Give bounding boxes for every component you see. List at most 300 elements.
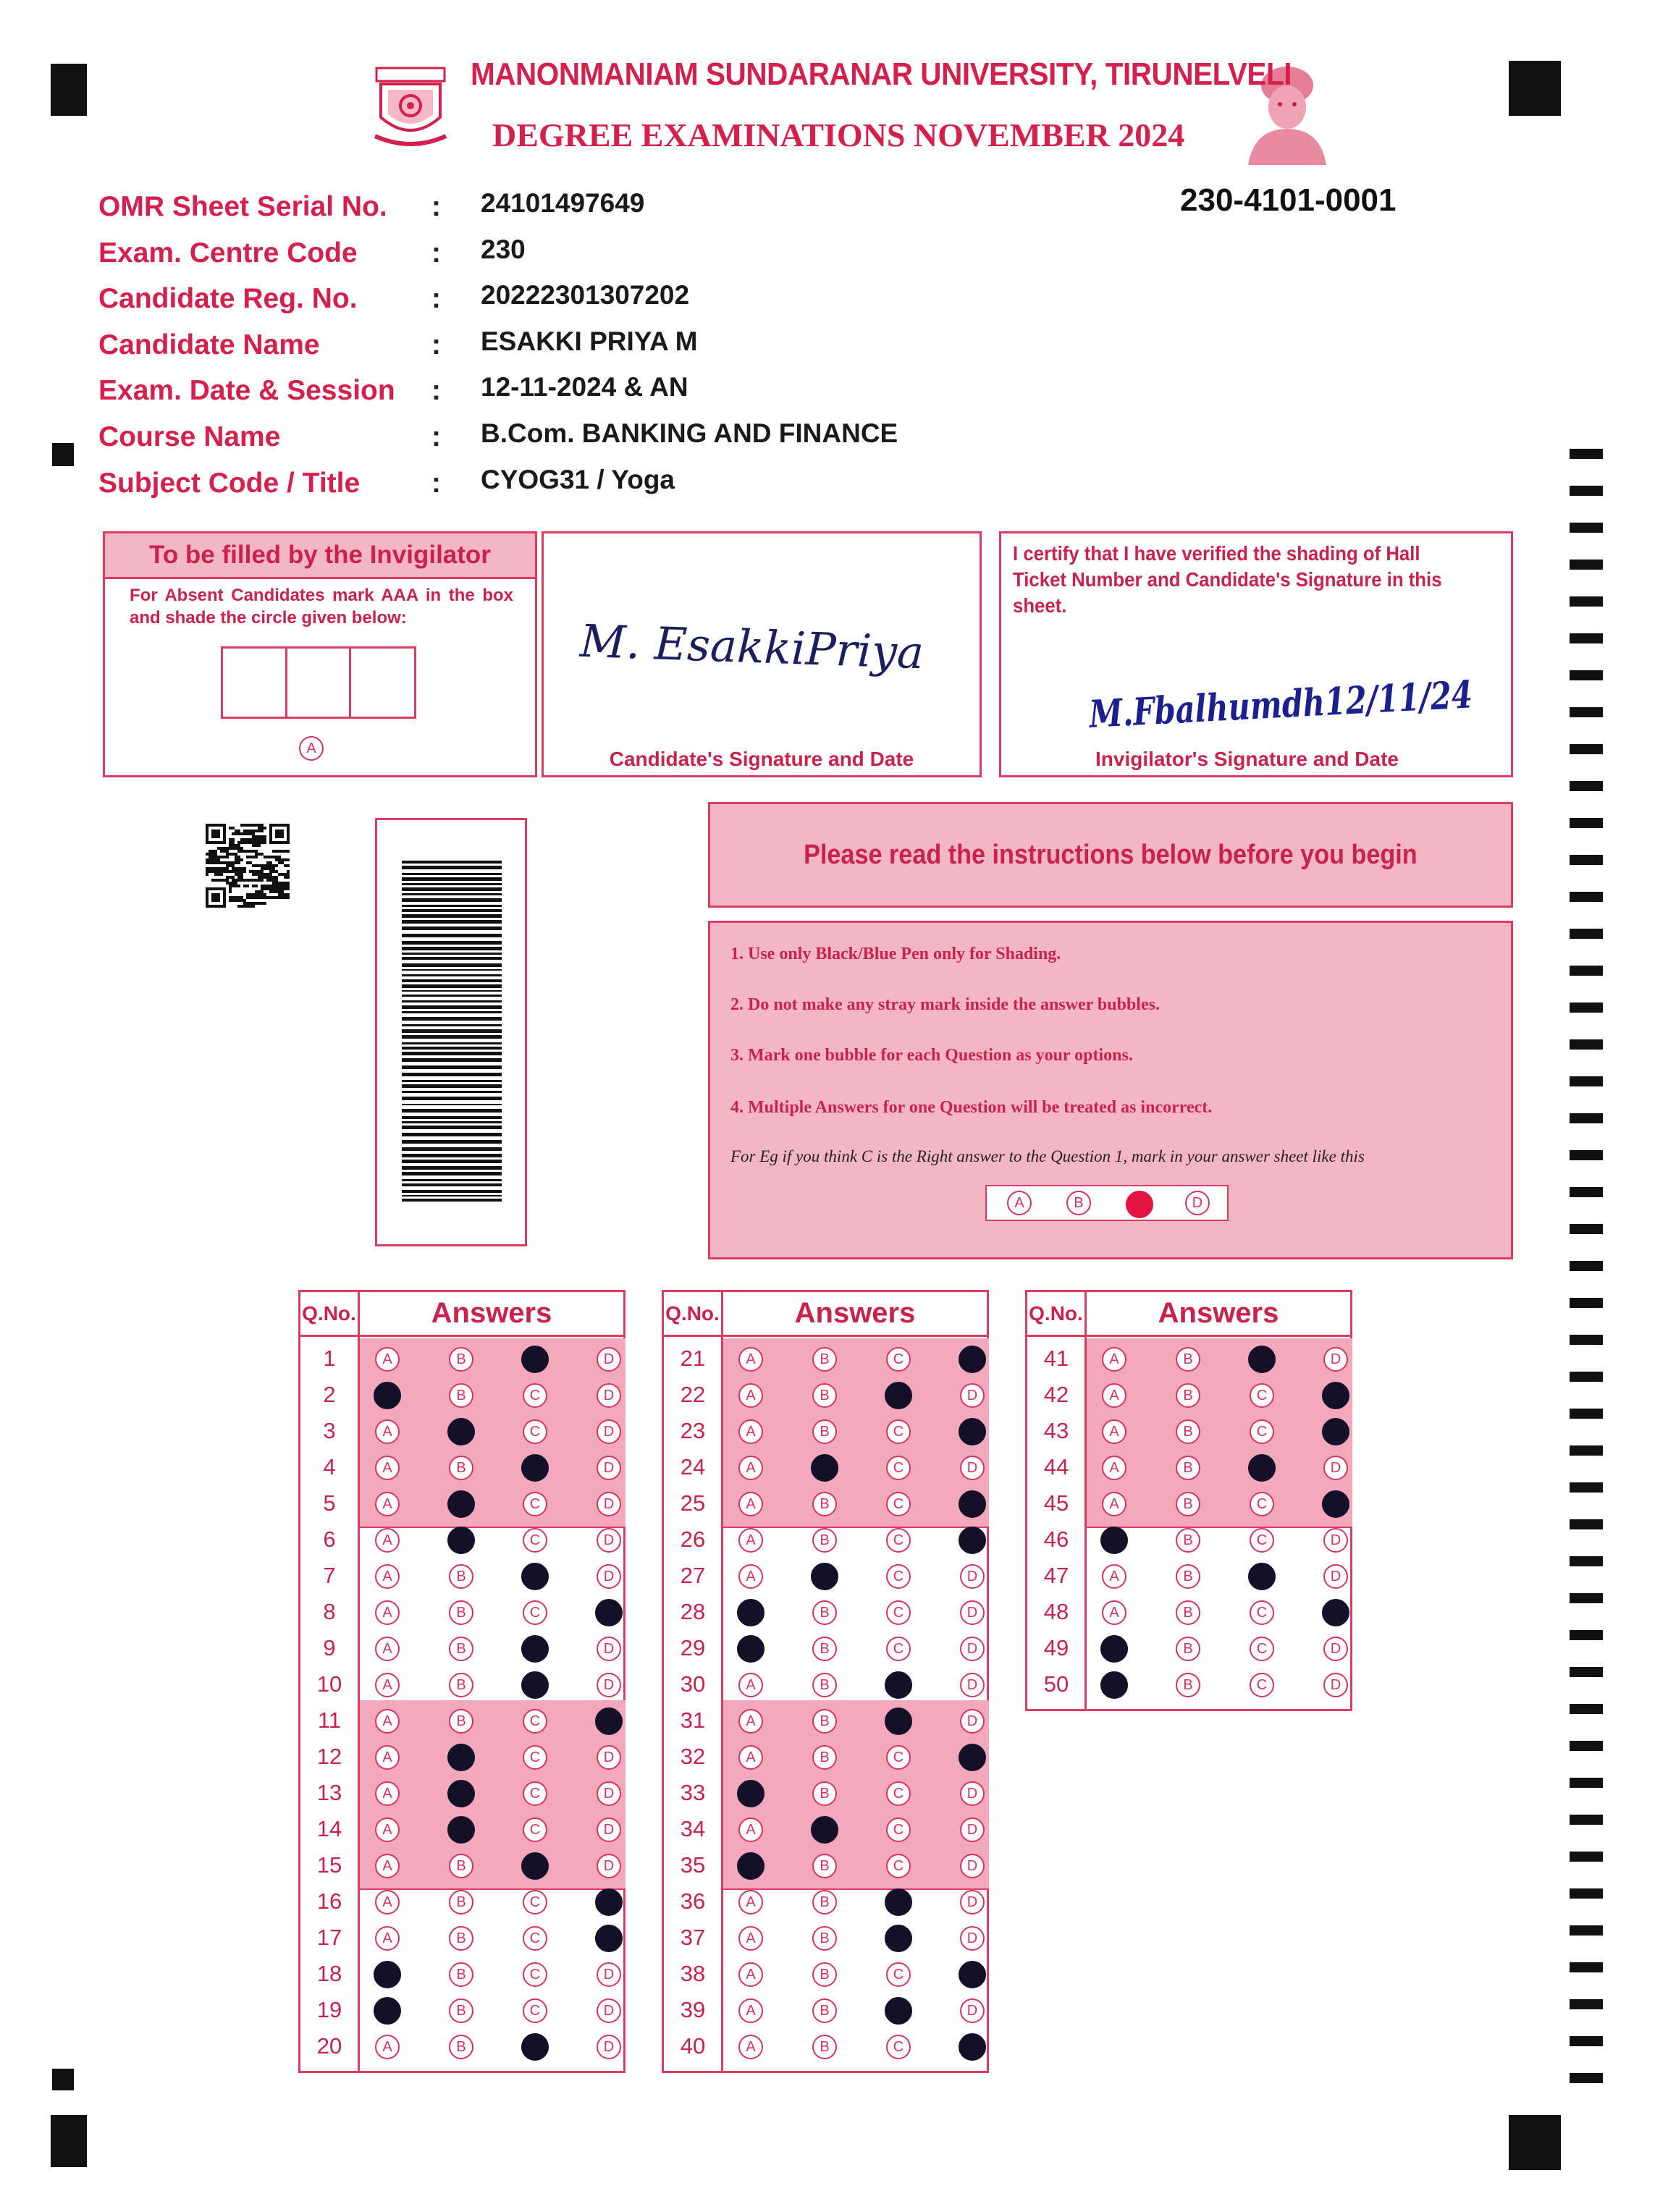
bubble-q15-a[interactable]: A (375, 1854, 400, 1878)
bubble-q41-d[interactable]: D (1323, 1347, 1348, 1372)
bubble-q37-a[interactable]: A (738, 1926, 763, 1951)
bubble-q9-d[interactable]: D (597, 1637, 621, 1661)
bubble-q21-d[interactable] (959, 1346, 986, 1373)
barcode-bar (402, 883, 502, 885)
bubble-q38-d[interactable] (959, 1961, 986, 1988)
question-number: 1 (323, 1346, 336, 1371)
bubble-q3-c[interactable]: C (523, 1419, 547, 1444)
bubble-q19-c[interactable]: C (523, 1998, 547, 2023)
bubble-q40-c[interactable]: C (886, 2035, 911, 2059)
bubble-q7-c[interactable] (521, 1563, 549, 1590)
question-number: 18 (316, 1961, 342, 1986)
bubble-q36-d[interactable]: D (960, 1890, 985, 1915)
bubble-q38-b[interactable]: B (812, 1962, 837, 1987)
bubble-q5-b[interactable] (447, 1490, 475, 1518)
bubble-q12-a[interactable]: A (375, 1745, 400, 1770)
bubble-q15-d[interactable]: D (597, 1854, 621, 1878)
bubble-q24-c[interactable]: C (886, 1456, 911, 1480)
bubble-q33-d[interactable]: D (960, 1781, 985, 1806)
bubble-q28-c[interactable]: C (886, 1600, 911, 1625)
certify-box (999, 531, 1513, 777)
question-number: 4 (323, 1454, 336, 1479)
detail-label: Exam. Centre Code (98, 237, 358, 269)
bubble-q4-b[interactable]: B (449, 1456, 473, 1480)
bubble-q29-a[interactable] (737, 1635, 764, 1663)
bubble-q3-d[interactable]: D (597, 1419, 621, 1444)
bubble-q42-c[interactable]: C (1250, 1383, 1274, 1408)
bubble-q5-c[interactable]: C (523, 1492, 547, 1516)
bubble-q45-b[interactable]: B (1176, 1492, 1200, 1516)
bubble-q34-c[interactable]: C (886, 1818, 911, 1842)
bubble-q22-d[interactable]: D (960, 1383, 985, 1408)
timing-mark (1570, 892, 1603, 902)
bubble-q3-a[interactable]: A (375, 1419, 400, 1444)
bubble-q5-a[interactable]: A (375, 1492, 400, 1516)
bubble-q17-b[interactable]: B (449, 1926, 473, 1951)
bubble-q39-c[interactable] (885, 1997, 912, 2025)
bubble-q27-c[interactable]: C (886, 1564, 911, 1589)
bubble-q19-d[interactable]: D (597, 1998, 621, 2023)
bubble-q30-b[interactable]: B (812, 1673, 837, 1697)
bubble-q37-d[interactable]: D (960, 1926, 985, 1951)
bubble-q18-a[interactable] (374, 1961, 401, 1988)
bubble-q22-a[interactable]: A (738, 1383, 763, 1408)
bubble-q49-d[interactable]: D (1323, 1637, 1348, 1661)
question-number: 25 (680, 1490, 706, 1516)
bubble-q5-d[interactable]: D (597, 1492, 621, 1516)
bubble-q26-c[interactable]: C (886, 1528, 911, 1553)
barcode-bar (402, 887, 502, 891)
question-number: 30 (680, 1671, 706, 1697)
bubble-q46-a[interactable] (1100, 1527, 1128, 1554)
example-bubble-d: D (1185, 1191, 1210, 1215)
bubble-q43-a[interactable]: A (1102, 1419, 1126, 1444)
question-number: 27 (680, 1563, 706, 1588)
bubble-q48-d[interactable] (1322, 1599, 1349, 1626)
bubble-q31-a[interactable]: A (738, 1709, 763, 1734)
barcode-bar (402, 957, 502, 960)
answer-table-3 (1025, 1290, 1352, 1711)
bubble-q50-a[interactable] (1100, 1671, 1128, 1699)
bubble-q20-b[interactable]: B (449, 2035, 473, 2059)
university-logo-icon (371, 64, 450, 153)
barcode-bar (402, 1000, 502, 1002)
bubble-q3-b[interactable] (447, 1418, 475, 1445)
barcode-bar (402, 1109, 502, 1113)
bubble-q20-c[interactable] (521, 2033, 549, 2061)
bubble-q40-a[interactable]: A (738, 2035, 763, 2059)
bubble-q26-b[interactable]: B (812, 1528, 837, 1553)
bubble-q29-d[interactable]: D (960, 1637, 985, 1661)
bubble-q24-b[interactable] (811, 1454, 838, 1482)
detail-label: OMR Sheet Serial No. (98, 191, 387, 222)
bubble-q11-b[interactable]: B (449, 1709, 473, 1734)
bubble-q18-c[interactable]: C (523, 1962, 547, 1987)
bubble-q39-b[interactable]: B (812, 1998, 837, 2023)
bubble-q15-c[interactable] (521, 1852, 549, 1880)
example-bubble-b: B (1066, 1191, 1091, 1215)
bubble-q9-c[interactable] (521, 1635, 549, 1663)
bubble-q22-b[interactable]: B (812, 1383, 837, 1408)
answer-table-2 (662, 1290, 989, 2073)
barcode-bar (402, 1052, 502, 1055)
bubble-q50-c[interactable]: C (1250, 1673, 1274, 1697)
bubble-q45-a[interactable]: A (1102, 1492, 1126, 1516)
bubble-q28-b[interactable]: B (812, 1600, 837, 1625)
exam-title: DEGREE EXAMINATIONS NOVEMBER 2024 (492, 117, 1185, 153)
bubble-q13-b[interactable] (447, 1780, 475, 1807)
bubble-q8-a[interactable]: A (375, 1600, 400, 1625)
bubble-q1-a[interactable]: A (375, 1347, 400, 1372)
bubble-q17-a[interactable]: A (375, 1926, 400, 1951)
registration-mark (52, 2069, 74, 2090)
bubble-q1-c[interactable] (521, 1346, 549, 1373)
detail-value: B.Com. BANKING AND FINANCE (481, 418, 898, 448)
barcode-bar (402, 914, 502, 918)
bubble-q43-c[interactable]: C (1250, 1419, 1274, 1444)
barcode-bar (402, 909, 502, 912)
bubble-q16-d[interactable] (595, 1888, 623, 1916)
barcode-bar (402, 974, 502, 976)
barcode-bar (402, 1058, 502, 1062)
bubble-q23-b[interactable]: B (812, 1419, 837, 1444)
question-number: 38 (680, 1961, 706, 1986)
absent-boxes (221, 646, 416, 719)
question-number: 35 (680, 1852, 706, 1878)
bubble-q25-c[interactable]: C (886, 1492, 911, 1516)
bubble-q12-d[interactable]: D (597, 1745, 621, 1770)
bubble-q13-a[interactable]: A (375, 1781, 400, 1806)
certify-text: I certify that I have verified the shading of Hall Ticket Number and Candidate's Signature in this sheet. (1013, 542, 1442, 617)
bubble-q11-a[interactable]: A (375, 1709, 400, 1734)
question-number: 50 (1043, 1671, 1069, 1697)
bubble-q9-a[interactable]: A (375, 1637, 400, 1661)
detail-colon: : (431, 237, 441, 269)
question-number: 16 (316, 1888, 342, 1914)
barcode-bar (402, 969, 502, 971)
bubble-q4-a[interactable]: A (375, 1456, 400, 1480)
bubble-q48-b[interactable]: B (1176, 1600, 1200, 1625)
barcode-bar (402, 1195, 502, 1196)
bubble-q37-c[interactable] (885, 1925, 912, 1952)
barcode-bar (402, 920, 502, 924)
bubble-q25-d[interactable] (959, 1490, 986, 1518)
barcode-bar (402, 877, 502, 881)
bubble-q6-b[interactable] (447, 1527, 475, 1554)
bubble-q27-a[interactable]: A (738, 1564, 763, 1589)
barcode-bar (402, 1024, 502, 1026)
bubble-q45-d[interactable] (1322, 1490, 1349, 1518)
barcode-bar (402, 1140, 502, 1144)
bubble-q23-a[interactable]: A (738, 1419, 763, 1444)
timing-mark (1570, 1704, 1603, 1714)
bubble-q44-b[interactable]: B (1176, 1456, 1200, 1480)
bubble-q32-c[interactable]: C (886, 1745, 911, 1770)
question-number: 2 (323, 1382, 336, 1407)
bubble-q2-b[interactable]: B (449, 1383, 473, 1408)
bubble-q44-c[interactable] (1248, 1454, 1276, 1482)
bubble-q21-c[interactable]: C (886, 1347, 911, 1372)
bubble-q2-c[interactable]: C (523, 1383, 547, 1408)
bubble-q27-b[interactable] (811, 1563, 838, 1590)
bubble-q24-d[interactable]: D (960, 1456, 985, 1480)
bubble-q42-a[interactable]: A (1102, 1383, 1126, 1408)
bubble-q19-b[interactable]: B (449, 1998, 473, 2023)
instruction-4: 4. Multiple Answers for one Question will be treated as incorrect. (730, 1098, 1213, 1117)
barcode-bar (402, 1126, 502, 1129)
bubble-q42-b[interactable]: B (1176, 1383, 1200, 1408)
bubble-q15-b[interactable]: B (449, 1854, 473, 1878)
bubble-q16-c[interactable]: C (523, 1890, 547, 1915)
bubble-q6-c[interactable]: C (523, 1528, 547, 1553)
bubble-q25-a[interactable]: A (738, 1492, 763, 1516)
timing-mark (1570, 1298, 1603, 1308)
question-number: 6 (323, 1527, 336, 1552)
barcode-bar (402, 1133, 502, 1136)
detail-value: ESAKKI PRIYA M (481, 326, 698, 356)
bubble-q32-b[interactable]: B (812, 1745, 837, 1770)
question-number: 34 (680, 1816, 706, 1841)
bubble-q36-a[interactable]: A (738, 1890, 763, 1915)
question-number: 10 (316, 1671, 342, 1697)
bubble-q4-d[interactable]: D (597, 1456, 621, 1480)
bubble-q35-a[interactable] (737, 1852, 764, 1880)
absent-circle[interactable]: A (299, 736, 324, 761)
bubble-q6-d[interactable]: D (597, 1528, 621, 1553)
bubble-q46-b[interactable]: B (1176, 1528, 1200, 1553)
question-number: 17 (316, 1925, 342, 1950)
bubble-q47-a[interactable]: A (1102, 1564, 1126, 1589)
example-bubble-c (1126, 1191, 1153, 1218)
answers-header: Answers (358, 1292, 626, 1337)
bubble-q29-c[interactable]: C (886, 1637, 911, 1661)
bubble-q18-b[interactable]: B (449, 1962, 473, 1987)
instructions-banner (708, 802, 1513, 908)
bubble-q47-d[interactable]: D (1323, 1564, 1348, 1589)
timing-mark (1570, 1852, 1603, 1862)
bubble-q18-d[interactable]: D (597, 1962, 621, 1987)
timing-mark (1570, 2036, 1603, 2046)
bubble-q32-d[interactable] (959, 1744, 986, 1771)
bubble-q49-c[interactable]: C (1250, 1637, 1274, 1661)
barcode-bar (402, 1147, 502, 1151)
bubble-q41-a[interactable]: A (1102, 1347, 1126, 1372)
bubble-q14-b[interactable] (447, 1816, 475, 1844)
bubble-q1-b[interactable]: B (449, 1347, 473, 1372)
bubble-q47-b[interactable]: B (1176, 1564, 1200, 1589)
bubble-q49-b[interactable]: B (1176, 1637, 1200, 1661)
bubble-q38-c[interactable]: C (886, 1962, 911, 1987)
barcode-bar (402, 1183, 502, 1186)
bubble-q10-d[interactable]: D (597, 1673, 621, 1697)
bubble-q49-a[interactable] (1100, 1635, 1128, 1663)
bubble-q30-a[interactable]: A (738, 1673, 763, 1697)
bubble-q30-c[interactable] (885, 1671, 912, 1699)
bubble-q14-c[interactable]: C (523, 1818, 547, 1842)
bubble-q31-b[interactable]: B (812, 1709, 837, 1734)
bubble-q33-a[interactable] (737, 1780, 764, 1807)
bubble-q50-d[interactable]: D (1323, 1673, 1348, 1697)
bubble-q35-b[interactable]: B (812, 1854, 837, 1878)
timing-mark (1570, 1999, 1603, 2009)
bubble-q11-d[interactable] (595, 1707, 623, 1735)
bubble-q17-c[interactable]: C (523, 1926, 547, 1951)
bubble-q20-d[interactable]: D (597, 2035, 621, 2059)
bubble-q14-d[interactable]: D (597, 1818, 621, 1842)
bubble-q2-d[interactable]: D (597, 1383, 621, 1408)
timing-mark (1570, 1778, 1603, 1788)
barcode-bar (402, 1154, 502, 1157)
bubble-q40-b[interactable]: B (812, 2035, 837, 2059)
barcode-bar (402, 934, 502, 937)
bubble-q10-a[interactable]: A (375, 1673, 400, 1697)
bubble-q35-c[interactable]: C (886, 1854, 911, 1878)
bubble-q44-a[interactable]: A (1102, 1456, 1126, 1480)
bubble-q13-c[interactable]: C (523, 1781, 547, 1806)
barcode-bar (402, 1116, 502, 1119)
timing-mark (1570, 1150, 1603, 1160)
bubble-q48-c[interactable]: C (1250, 1600, 1274, 1625)
bubble-q48-a[interactable]: A (1102, 1600, 1126, 1625)
question-number: 41 (1043, 1346, 1069, 1371)
barcode-bar (402, 866, 502, 869)
bubble-q37-b[interactable]: B (812, 1926, 837, 1951)
barcode-bar (402, 926, 502, 930)
bubble-q23-d[interactable] (959, 1418, 986, 1445)
bubble-q38-a[interactable]: A (738, 1962, 763, 1987)
bubble-q34-d[interactable]: D (960, 1818, 985, 1842)
bubble-q21-a[interactable]: A (738, 1347, 763, 1372)
university-name: MANONMANIAM SUNDARANAR UNIVERSITY, TIRUNELVELI (471, 56, 1292, 92)
bubble-q46-d[interactable]: D (1323, 1528, 1348, 1553)
timing-mark (1570, 781, 1603, 791)
bubble-q40-d[interactable] (959, 2033, 986, 2061)
bubble-q31-c[interactable] (885, 1707, 912, 1735)
bubble-q39-d[interactable]: D (960, 1998, 985, 2023)
bubble-q19-a[interactable] (374, 1997, 401, 2025)
bubble-q6-a[interactable]: A (375, 1528, 400, 1553)
bubble-q29-b[interactable]: B (812, 1637, 837, 1661)
question-number: 28 (680, 1599, 706, 1624)
example-bubble-a: A (1007, 1191, 1032, 1215)
barcode-bar (402, 1190, 502, 1193)
bubble-q14-a[interactable]: A (375, 1818, 400, 1842)
bubble-q16-a[interactable]: A (375, 1890, 400, 1915)
invigilator-box-title: To be filled by the Invigilator (149, 541, 491, 569)
bubble-q27-d[interactable]: D (960, 1564, 985, 1589)
bubble-q7-d[interactable]: D (597, 1564, 621, 1589)
absent-note: For Absent Candidates mark AAA in the box and shade the circle given below: (130, 586, 513, 628)
bubble-q36-c[interactable] (885, 1888, 912, 1916)
barcode-bar (402, 893, 502, 895)
bubble-q43-d[interactable] (1322, 1418, 1349, 1445)
timing-mark (1570, 1113, 1603, 1123)
bubble-q44-d[interactable]: D (1323, 1456, 1348, 1480)
bubble-q21-b[interactable]: B (812, 1347, 837, 1372)
bubble-q26-d[interactable] (959, 1527, 986, 1554)
barcode (402, 861, 502, 1256)
bubble-q13-d[interactable]: D (597, 1781, 621, 1806)
candidate-signature: M. EsakkiPriya (578, 614, 925, 680)
question-number: 20 (316, 2033, 342, 2059)
question-number: 44 (1043, 1454, 1069, 1479)
barcode-bar (402, 953, 502, 955)
bubble-q16-b[interactable]: B (449, 1890, 473, 1915)
bubble-q31-d[interactable]: D (960, 1709, 985, 1734)
detail-colon: : (431, 375, 441, 406)
bubble-q12-b[interactable] (447, 1744, 475, 1771)
bubble-q46-c[interactable]: C (1250, 1528, 1274, 1553)
question-number: 37 (680, 1925, 706, 1950)
bubble-q22-c[interactable] (885, 1382, 912, 1409)
bubble-q10-c[interactable] (521, 1671, 549, 1699)
bubble-q7-a[interactable]: A (375, 1564, 400, 1589)
bubble-q47-c[interactable] (1248, 1563, 1276, 1590)
bubble-q2-a[interactable] (374, 1382, 401, 1409)
bubble-q28-d[interactable]: D (960, 1600, 985, 1625)
question-number: 42 (1043, 1382, 1069, 1407)
detail-colon: : (431, 468, 441, 499)
bubble-q32-a[interactable]: A (738, 1745, 763, 1770)
bubble-q34-b[interactable] (811, 1816, 838, 1844)
bubble-q17-d[interactable] (595, 1925, 623, 1952)
bubble-q28-a[interactable] (737, 1599, 764, 1626)
bubble-q41-c[interactable] (1248, 1346, 1276, 1373)
bubble-q35-d[interactable]: D (960, 1854, 985, 1878)
timing-mark (1570, 1482, 1603, 1493)
bubble-q4-c[interactable] (521, 1454, 549, 1482)
question-number: 39 (680, 1997, 706, 2022)
bubble-q30-d[interactable]: D (960, 1673, 985, 1697)
bubble-q7-b[interactable]: B (449, 1564, 473, 1589)
question-number: 3 (323, 1418, 336, 1443)
bubble-q50-b[interactable]: B (1176, 1673, 1200, 1697)
bubble-q9-b[interactable]: B (449, 1637, 473, 1661)
bubble-q41-b[interactable]: B (1176, 1347, 1200, 1372)
timing-mark (1570, 1593, 1603, 1603)
timing-mark (1570, 1888, 1603, 1899)
bubble-q34-a[interactable]: A (738, 1818, 763, 1842)
registration-mark (52, 443, 74, 466)
bubble-q43-b[interactable]: B (1176, 1419, 1200, 1444)
bubble-q39-a[interactable]: A (738, 1998, 763, 2023)
barcode-bar (402, 1104, 502, 1105)
question-number: 47 (1043, 1563, 1069, 1588)
timing-mark (1570, 818, 1603, 828)
bubble-q12-c[interactable]: C (523, 1745, 547, 1770)
bubble-q10-b[interactable]: B (449, 1673, 473, 1697)
bubble-q24-a[interactable]: A (738, 1456, 763, 1480)
bubble-q11-c[interactable]: C (523, 1709, 547, 1734)
bubble-q25-b[interactable]: B (812, 1492, 837, 1516)
bubble-q36-b[interactable]: B (812, 1890, 837, 1915)
bubble-q8-d[interactable] (595, 1599, 623, 1626)
bubble-q23-c[interactable]: C (886, 1419, 911, 1444)
bubble-q8-c[interactable]: C (523, 1600, 547, 1625)
bubble-q1-d[interactable]: D (597, 1347, 621, 1372)
bubble-q45-c[interactable]: C (1250, 1492, 1274, 1516)
bubble-q33-c[interactable]: C (886, 1781, 911, 1806)
bubble-q42-d[interactable] (1322, 1382, 1349, 1409)
bubble-q26-a[interactable]: A (738, 1528, 763, 1553)
bubble-q8-b[interactable]: B (449, 1600, 473, 1625)
barcode-bar (402, 1080, 502, 1082)
question-number: 5 (323, 1490, 336, 1516)
answer-table-1 (298, 1290, 626, 2073)
bubble-q33-b[interactable]: B (812, 1781, 837, 1806)
timing-mark (1570, 1002, 1603, 1013)
bubble-q20-a[interactable]: A (375, 2035, 400, 2059)
